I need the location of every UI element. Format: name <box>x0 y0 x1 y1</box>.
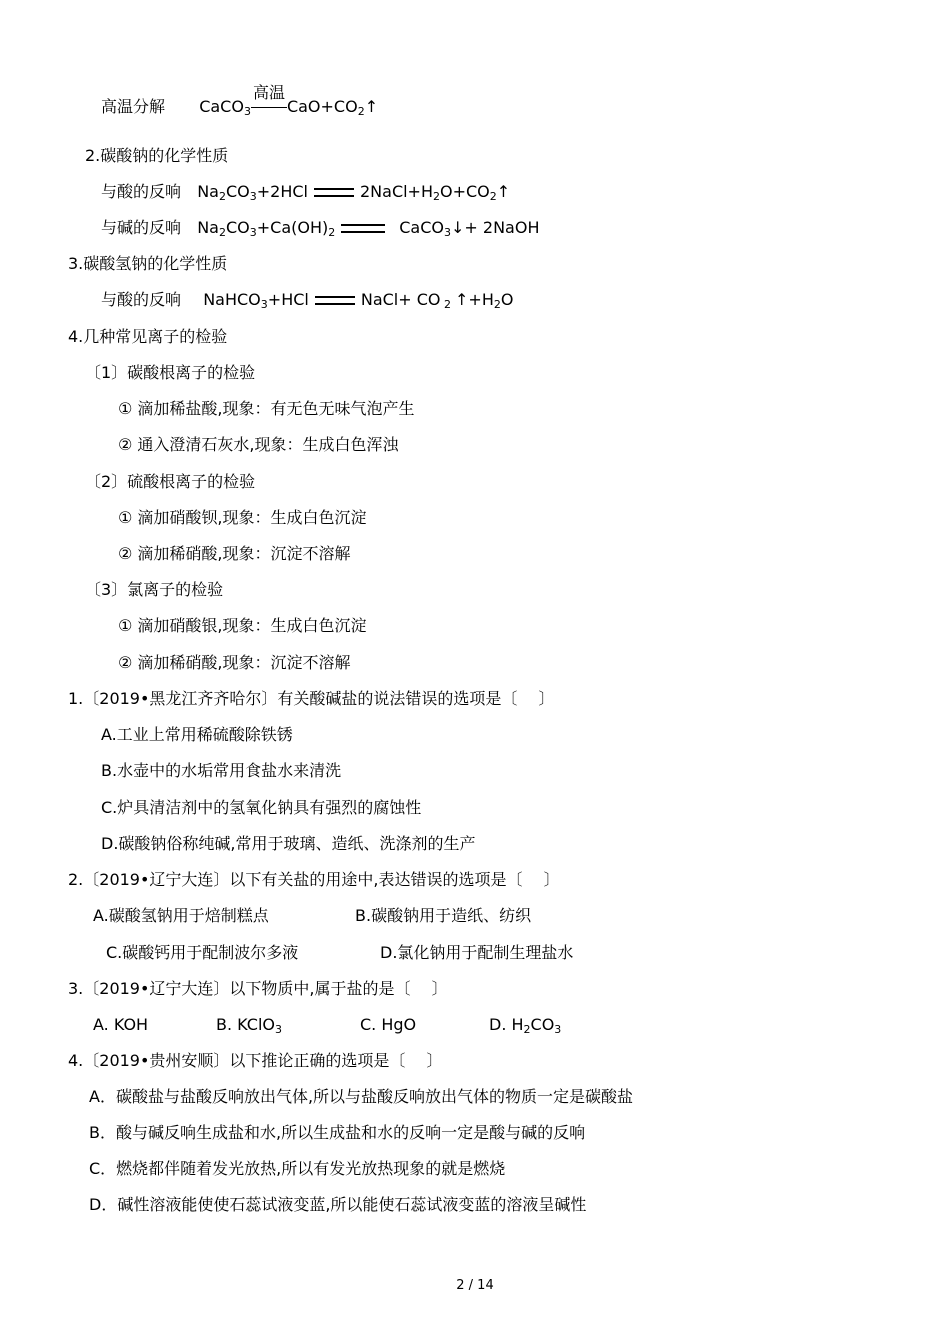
na2co3-base-equation: 与碱的反响 $Na_2CO_3+Ca(OH)_2$ CaCO$_3$↓+ 2NaOH <box>101 218 540 239</box>
chloride-test-step-1: ① 滴加硝酸银,现象：生成白色沉淀 <box>118 616 367 635</box>
question-3-stem: 3.〔2019•辽宁大连〕以下物质中,属于盐的是〔 〕 <box>68 979 448 998</box>
question-3-option-a: A. KOH <box>93 1015 149 1034</box>
reaction-condition: 高温 <box>251 96 287 118</box>
section-2-heading: 2.碳酸钠的化学性质 <box>85 146 229 165</box>
question-3-option-c: C. HgO <box>360 1015 417 1034</box>
chloride-test-heading: 〔3〕氯离子的检验 <box>85 580 224 599</box>
decomposition-equation: 高温分解 CaCO$_3$ 高温 $CaO+CO_2↑$ <box>101 83 379 118</box>
question-2-stem: 2.〔2019•辽宁大连〕以下有关盐的用途中,表达错误的选项是〔 〕 <box>68 870 560 889</box>
question-4-option-a: A．碳酸盐与盐酸反响放出气体,所以与盐酸反响放出气体的物质一定是碳酸盐 <box>89 1087 634 1106</box>
question-1-option-a: A.工业上常用稀硫酸除铁锈 <box>101 725 293 744</box>
carbonate-test-heading: 〔1〕碳酸根离子的检验 <box>85 363 256 382</box>
question-2-option-b: B.碳酸钠用于造纸、纺织 <box>355 906 532 925</box>
question-3-option-d: D. $H_2CO_3$ <box>489 1015 562 1036</box>
question-1-option-d: D.碳酸钠俗称纯碱,常用于玻璃、造纸、洗涤剂的生产 <box>101 834 476 853</box>
nahco3-acid-equation: 与酸的反响 NaHCO$_3$+HCl NaCl+ CO $_2$ $↑+H_2O$ <box>101 290 514 311</box>
sulfate-test-heading: 〔2〕硫酸根离子的检验 <box>85 472 256 491</box>
carbonate-test-step-1: ① 滴加稀盐酸,现象：有无色无味气泡产生 <box>118 399 415 418</box>
chloride-test-step-2: ② 滴加稀硝酸,现象：沉淀不溶解 <box>118 653 351 672</box>
section-3-heading: 3.碳酸氢钠的化学性质 <box>68 254 228 273</box>
question-3-option-b: B. KClO$_3$ <box>216 1015 282 1036</box>
question-4-option-b: B．酸与碱反响生成盐和水,所以生成盐和水的反响一定是酸与碱的反响 <box>89 1123 586 1142</box>
question-1-option-c: C.炉具清洁剂中的氢氧化钠具有强烈的腐蚀性 <box>101 798 422 817</box>
question-1-stem: 1.〔2019•黑龙江齐齐哈尔〕有关酸碱盐的说法错误的选项是〔 〕 <box>68 689 555 708</box>
sulfate-test-step-1: ① 滴加硝酸钡,现象：生成白色沉淀 <box>118 508 367 527</box>
question-2-option-c: C.碳酸钙用于配制波尔多液 <box>106 943 299 962</box>
question-2-option-a: A.碳酸氢钠用于焙制糕点 <box>93 906 269 925</box>
carbonate-test-step-2: ② 通入澄清石灰水,现象：生成白色浑浊 <box>118 435 399 454</box>
question-4-stem: 4.〔2019•贵州安顺〕以下推论正确的选项是〔 〕 <box>68 1051 443 1070</box>
question-4-option-d: D．碱性溶液能使使石蕊试液变蓝,所以能使石蕊试液变蓝的溶液呈碱性 <box>89 1195 587 1214</box>
na2co3-acid-equation: 与酸的反响 $Na_2CO_3+2HCl$ $2NaCl+H_2O+CO_2↑$ <box>101 182 511 203</box>
sulfate-test-step-2: ② 滴加稀硝酸,现象：沉淀不溶解 <box>118 544 351 563</box>
page-number: 2 / 14 <box>456 1278 494 1293</box>
question-2-option-d: D.氯化钠用于配制生理盐水 <box>380 943 574 962</box>
section-4-heading: 4.几种常见离子的检验 <box>68 327 228 346</box>
question-4-option-c: C．燃烧都伴随着发光放热,所以有发光放热现象的就是燃烧 <box>89 1159 506 1178</box>
decomposition-label: 高温分解 <box>101 97 166 116</box>
question-1-option-b: B.水壶中的水垢常用食盐水来清洗 <box>101 761 342 780</box>
